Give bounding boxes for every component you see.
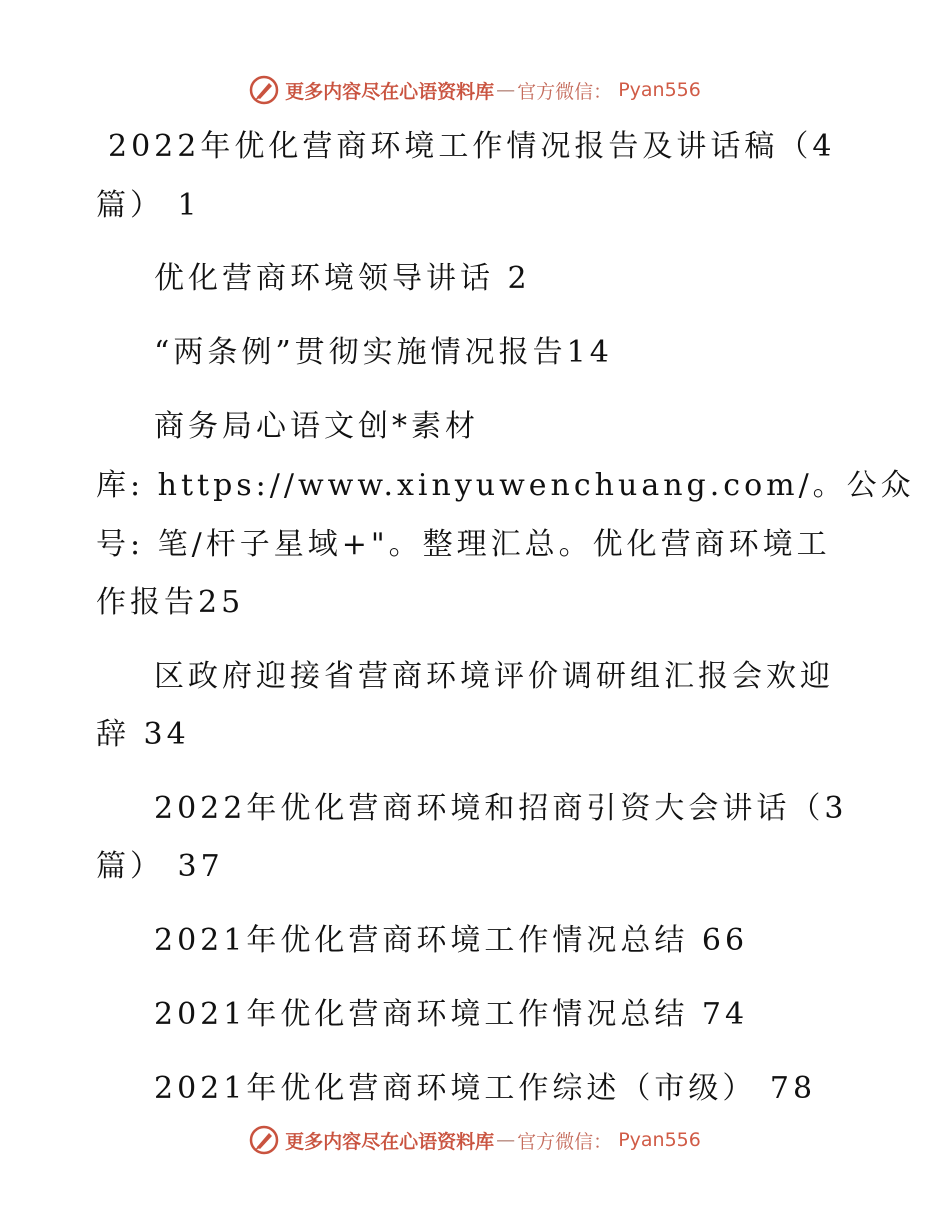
- toc-line: 商务局心语文创*素材: [154, 409, 479, 444]
- banner-account: Pyan556: [618, 1129, 701, 1151]
- toc-line: 篇） 37: [96, 849, 224, 884]
- toc-line: 2021年优化营商环境工作情况总结 66: [154, 923, 749, 958]
- toc-line: 作报告25: [96, 585, 245, 620]
- toc-line: 库: https://www.xinyuwenchuang.com/。公众: [96, 468, 915, 503]
- pen-logo-icon: [249, 75, 279, 105]
- banner-site-text: 更多内容尽在心语资料库: [285, 1130, 495, 1153]
- toc-line: 区政府迎接省营商环境评价调研组汇报会欢迎: [154, 659, 834, 694]
- banner-official-label: 官方微信：: [517, 80, 613, 103]
- toc-line: 辞 34: [96, 717, 190, 752]
- toc-line: 2021年优化营商环境工作情况总结 74: [154, 997, 749, 1032]
- footer-banner: [0, 1122, 950, 1158]
- banner-account: Pyan556: [618, 79, 701, 101]
- header-banner: [0, 72, 950, 108]
- toc-line: 篇） 1: [96, 188, 201, 223]
- banner-dash: —: [496, 79, 516, 101]
- toc-line: 2022年优化营商环境工作情况报告及讲话稿（4: [108, 129, 836, 164]
- toc-line: 优化营商环境领导讲话 2: [154, 261, 531, 296]
- toc-line: 2021年优化营商环境工作综述（市级） 78: [154, 1071, 817, 1106]
- toc-line: 号: 笔/杆子星域+"。整理汇总。优化营商环境工: [96, 527, 831, 562]
- pen-logo-icon: [249, 1125, 279, 1155]
- toc-line: 2022年优化营商环境和招商引资大会讲话（3: [154, 791, 848, 826]
- toc-line: “两条例”贯彻实施情况报告14: [154, 335, 613, 370]
- banner-dash: —: [496, 1129, 516, 1151]
- banner-site-text: 更多内容尽在心语资料库: [285, 80, 495, 103]
- banner-official-label: 官方微信：: [517, 1130, 613, 1153]
